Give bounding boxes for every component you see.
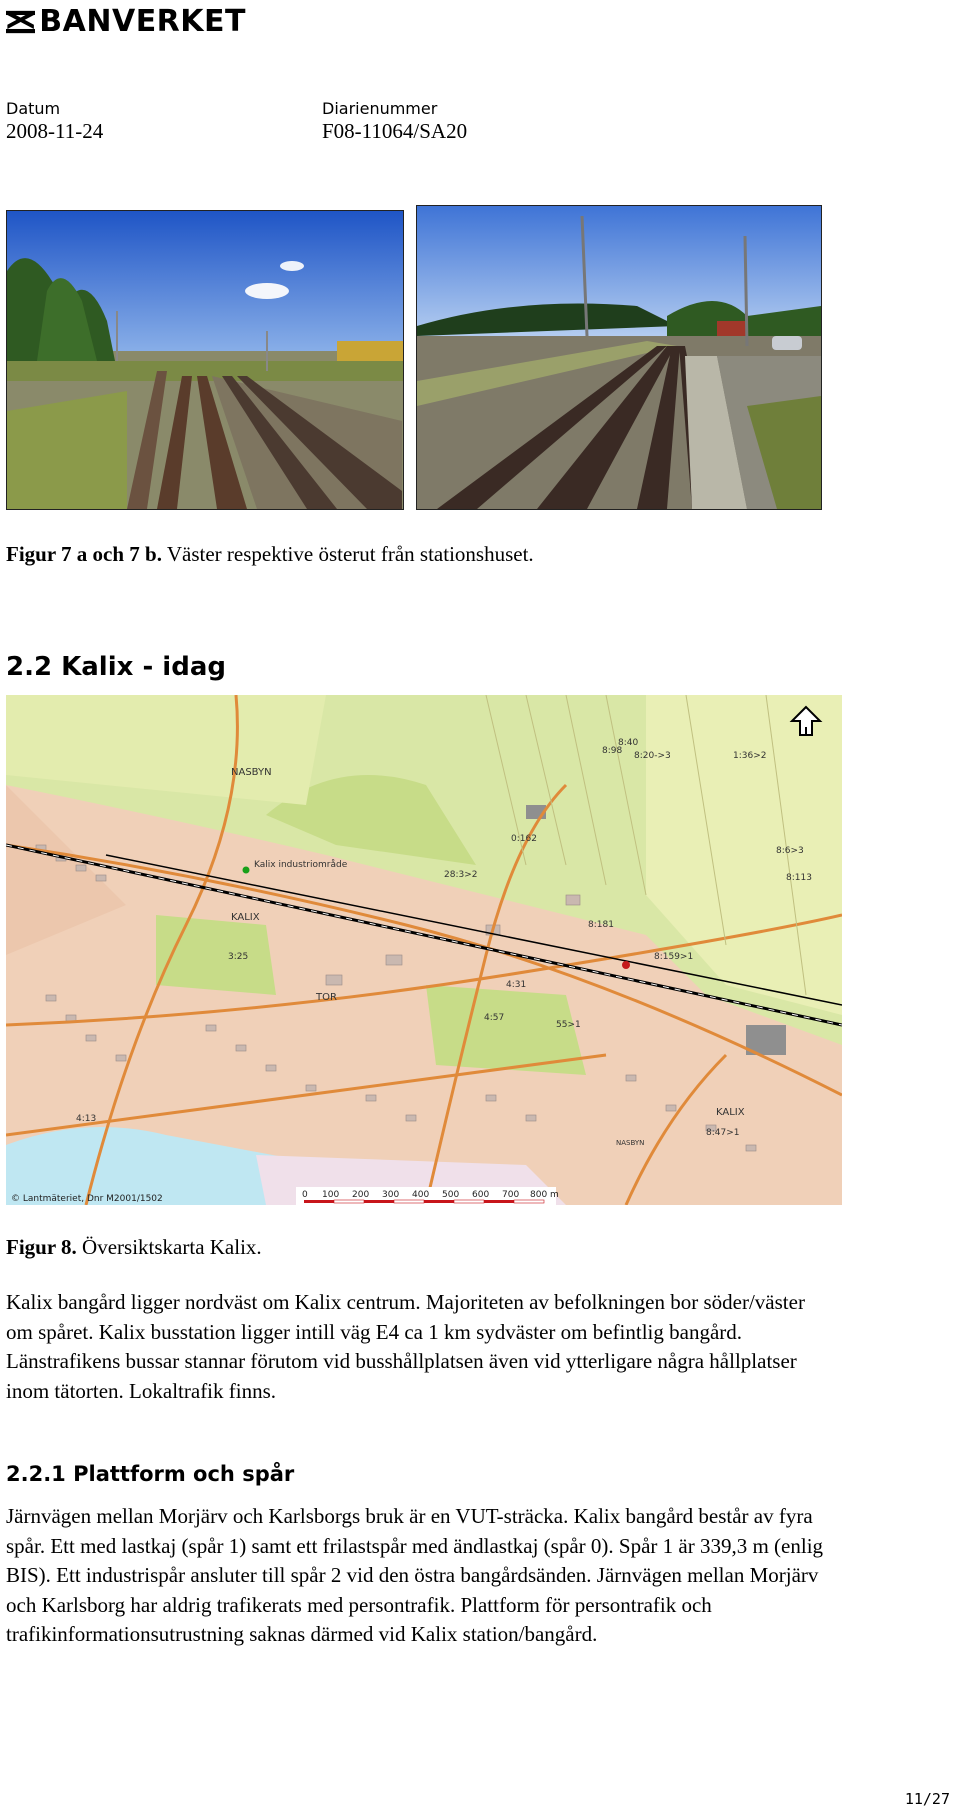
map-label-station: Kalix industriområde (254, 860, 348, 870)
map-track-label: 8:181 (588, 920, 614, 930)
diarienummer-value: F08-11064/SA20 (322, 119, 468, 143)
map-track-label: 4:57 (484, 1013, 505, 1023)
map-label-tor: TOR (316, 992, 337, 1003)
map-track-label: 0:162 (511, 834, 537, 844)
section-heading-2-2: 2.2 Kalix - idag (6, 652, 226, 682)
body-paragraph-bangard: Kalix bangård ligger nordväst om Kalix centrum. Majoriteten av befolkningen bor söder/väster om spåret. Kalix busstation ligger intill väg E4 ca 1 km sydväster om befintlig bangård. Länstrafikens bussar stannar förutom vid busshållplatsen även vid ytterligare några hållplatser inom tätorten. Lokaltrafik finns. (6, 1290, 805, 1403)
map-track-label: 8:47>1 (706, 1128, 740, 1138)
datum-value: 2008-11-24 (6, 119, 104, 143)
figure-7-caption (6, 540, 534, 570)
datum-label: Datum (6, 99, 61, 118)
map-track-label: 3:25 (228, 952, 249, 962)
map-label-nasbyn: NASBYN (231, 767, 272, 778)
station-marker-industriomrade (243, 867, 250, 874)
map-label-kalix-west: KALIX (231, 912, 260, 923)
scale-tick: 500 (442, 1190, 460, 1200)
map-track-label: 8:20->3 (634, 751, 671, 761)
kalix-overview-map (6, 695, 842, 1205)
section-heading-2-2-1: 2.2.1 Plattform och spår (6, 1462, 295, 1486)
figure-8-caption-text: Översiktskarta Kalix. (76, 1235, 262, 1259)
map-track-label: 8:6>3 (776, 846, 804, 856)
page-number: 11/27 (904, 1790, 950, 1808)
brand-name: BANVERKET (39, 4, 246, 39)
map-label-nasbyn-south: NASBYN (616, 1139, 645, 1147)
map-track-label: 8:40 (618, 738, 639, 748)
scale-tick: 700 (502, 1190, 520, 1200)
figure-8-caption (6, 1233, 262, 1263)
figure-8-caption-label: Figur 8. (6, 1235, 77, 1259)
station-marker-kalix (622, 961, 630, 969)
figure-7-caption-label: Figur 7 a och 7 b. (6, 542, 162, 566)
photo-figure-7b (416, 205, 822, 510)
scale-tick: 400 (412, 1190, 430, 1200)
scale-tick: 200 (352, 1190, 370, 1200)
map-label-kalix-east: KALIX (716, 1107, 745, 1118)
map-track-label: 28:3>2 (444, 870, 478, 880)
figure-7-caption-text: Väster respektive österut från stationshuset. (161, 542, 534, 566)
map-copyright: © Lantmäteriet, Dnr M2001/1502 (11, 1194, 163, 1204)
banverket-logo-icon (6, 2, 35, 42)
scale-tick: 0 (302, 1190, 308, 1200)
banverket-logo (6, 0, 246, 44)
map-track-label: 1:36>2 (733, 751, 767, 761)
map-track-label: 55>1 (556, 1020, 581, 1030)
body-paragraph-plattform: Järnvägen mellan Morjärv och Karlsborgs bruk är en VUT-sträcka. Kalix bangård består av fyra spår. Ett med lastkaj (spår 1) samt ett frilastspår med ändlastkaj (spår 0). Spår 1 är 339,3 m (enlig BIS). Ett industrispår ansluter till spår 2 vid den östra bangårdsänden. Järnvägen mellan Morjärv och Karlsborg har aldrig trafikerats med persontrafik. Plattform för persontrafik och trafikinformationsutrustning saknas därmed vid Kalix station/bangård. (6, 1504, 824, 1646)
scale-tick: 800 m (530, 1190, 559, 1200)
photo-figure-7a (6, 210, 404, 510)
map-track-label: 8:113 (786, 873, 812, 883)
map-track-label: 8:98 (602, 746, 623, 756)
scale-bar (304, 1200, 544, 1203)
scale-tick: 300 (382, 1190, 400, 1200)
scale-tick: 100 (322, 1190, 340, 1200)
map-track-label: 4:31 (506, 980, 527, 990)
map-track-label: 8:159>1 (654, 952, 694, 962)
scale-tick: 600 (472, 1190, 490, 1200)
diarienummer-label: Diarienummer (322, 99, 438, 118)
map-track-label: 4:13 (76, 1114, 97, 1124)
